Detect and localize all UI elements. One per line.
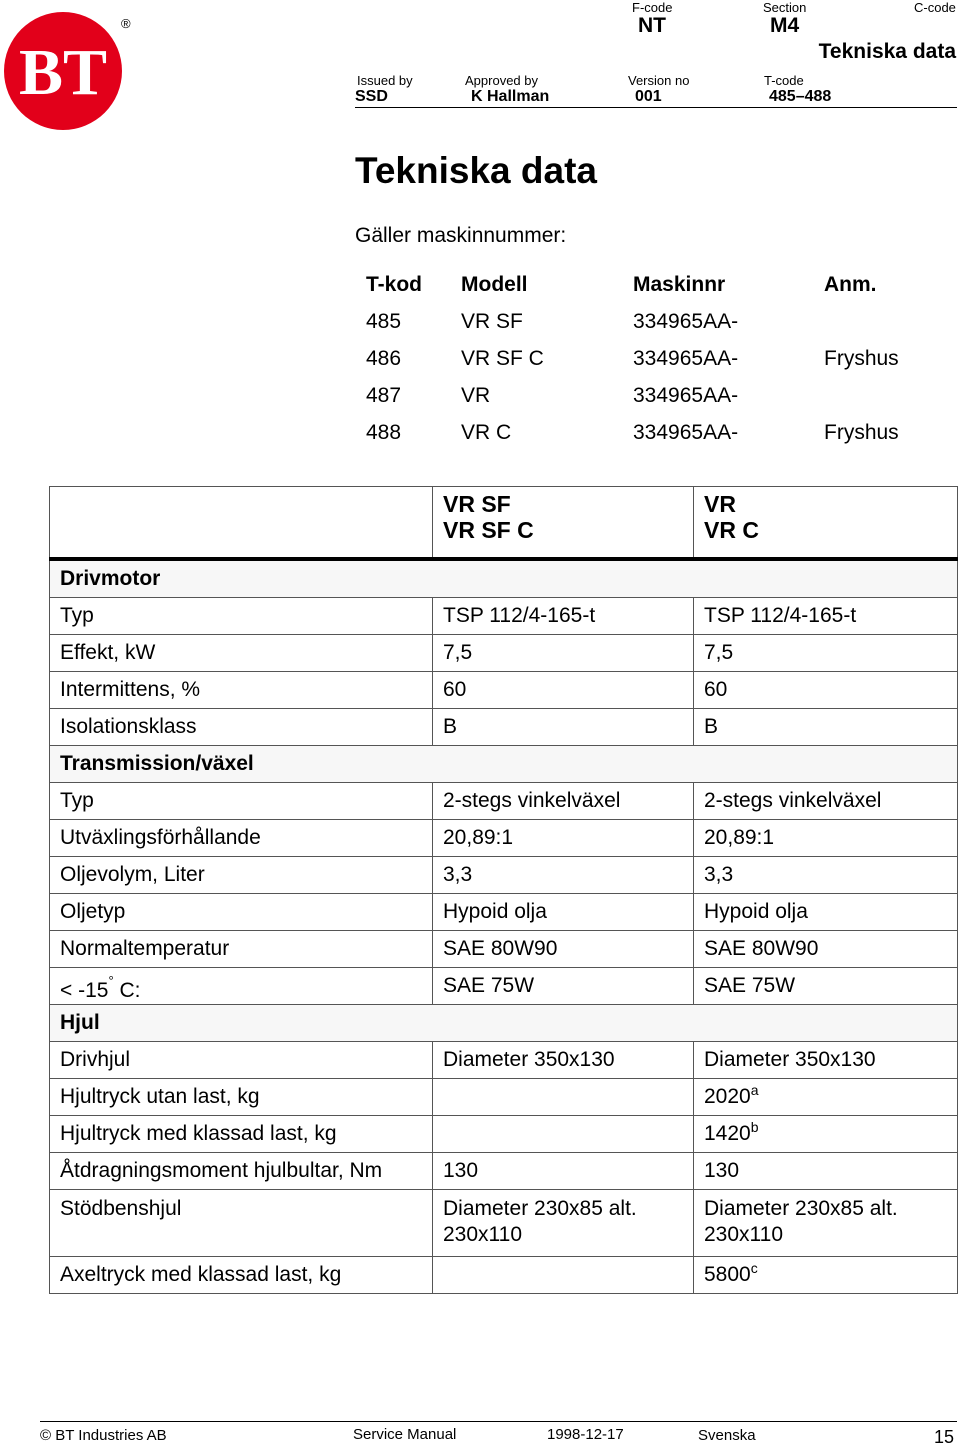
col-header-maskinnr: Maskinnr bbox=[633, 273, 726, 296]
machine-anm: Fryshus bbox=[824, 347, 899, 370]
table-row bbox=[50, 968, 958, 1005]
applies-to-label: Gäller maskinnummer: bbox=[355, 224, 567, 247]
row-col2: Hypoid olja bbox=[433, 894, 694, 931]
row-label: Typ bbox=[50, 598, 433, 635]
machine-tkod: 485 bbox=[366, 310, 402, 333]
row-col3: Diameter 350x130 bbox=[694, 1042, 958, 1079]
tcode-value: 485–488 bbox=[769, 88, 832, 105]
machine-modell: VR bbox=[461, 384, 491, 407]
value-line-1: Diameter 230x85 alt. bbox=[704, 1197, 898, 1220]
value: 1420 bbox=[704, 1122, 751, 1145]
degree-sign: ° bbox=[108, 973, 114, 988]
table-row bbox=[50, 635, 958, 672]
table-row bbox=[50, 783, 958, 820]
row-label bbox=[50, 968, 433, 1005]
section-title: Transmission/växel bbox=[50, 746, 958, 783]
machine-modell: VR SF C bbox=[461, 347, 544, 370]
row-label: Typ bbox=[50, 783, 433, 820]
row-col2 bbox=[433, 1116, 694, 1153]
row-col3: B bbox=[694, 709, 958, 746]
row-col2 bbox=[433, 1257, 694, 1294]
col-header-tkod: T-kod bbox=[366, 273, 422, 296]
spec-table bbox=[49, 486, 958, 1294]
row-col3 bbox=[694, 1079, 958, 1116]
table-row bbox=[50, 820, 958, 857]
value-line-2: 230x110 bbox=[443, 1223, 523, 1246]
row-col3 bbox=[694, 1257, 958, 1294]
row-col3: 20,89:1 bbox=[694, 820, 958, 857]
machine-tkod: 487 bbox=[366, 384, 402, 407]
machine-maskinnr: 334965AA- bbox=[633, 310, 739, 333]
ccode-label: C-code bbox=[914, 0, 956, 15]
footer-date: 1998-12-17 bbox=[547, 1426, 624, 1443]
footer-copyright: © BT Industries AB bbox=[40, 1427, 167, 1444]
row-label: Effekt, kW bbox=[50, 635, 433, 672]
row-col3: 130 bbox=[694, 1153, 958, 1190]
row-label: Stödbenshjul bbox=[50, 1190, 433, 1257]
spec-header-empty bbox=[50, 487, 433, 560]
issued-value: SSD bbox=[355, 88, 388, 105]
spec-header-col2 bbox=[433, 487, 694, 560]
row-label: Drivhjul bbox=[50, 1042, 433, 1079]
row-col3: TSP 112/4-165-t bbox=[694, 598, 958, 635]
row-col3: 2-stegs vinkelväxel bbox=[694, 783, 958, 820]
row-col3: SAE 80W90 bbox=[694, 931, 958, 968]
footer-language: Svenska bbox=[698, 1427, 756, 1444]
footer-document: Service Manual bbox=[353, 1426, 457, 1443]
row-col2: 2-stegs vinkelväxel bbox=[433, 783, 694, 820]
table-row bbox=[50, 857, 958, 894]
value-line-2: 230x110 bbox=[704, 1223, 784, 1246]
table-row bbox=[50, 709, 958, 746]
row-col2: 7,5 bbox=[433, 635, 694, 672]
header-divider bbox=[355, 107, 957, 108]
row-label: Oljetyp bbox=[50, 894, 433, 931]
spec-header-col3 bbox=[694, 487, 958, 560]
value: 5800 bbox=[704, 1263, 751, 1286]
machine-maskinnr: 334965AA- bbox=[633, 347, 739, 370]
table-row bbox=[50, 1257, 958, 1294]
section-label: Section bbox=[763, 0, 807, 15]
cold-label-prefix: < -15 bbox=[60, 979, 109, 1002]
machine-anm: Fryshus bbox=[824, 421, 899, 444]
tcode-label: T-code bbox=[764, 73, 804, 88]
table-row bbox=[50, 1079, 958, 1116]
row-label: Åtdragningsmoment hjulbultar, Nm bbox=[50, 1153, 433, 1190]
row-col3: SAE 75W bbox=[694, 968, 958, 1005]
row-col2: 3,3 bbox=[433, 857, 694, 894]
section-row-transmission bbox=[50, 746, 958, 783]
col3-model-1: VR bbox=[704, 491, 736, 517]
machine-maskinnr: 334965AA- bbox=[633, 384, 739, 407]
col2-model-1: VR SF bbox=[443, 491, 511, 517]
value-line-1: Diameter 230x85 alt. bbox=[443, 1197, 637, 1220]
footnote-marker: c bbox=[750, 1260, 758, 1276]
row-col2: 60 bbox=[433, 672, 694, 709]
version-label: Version no bbox=[628, 73, 690, 88]
row-col3 bbox=[694, 1190, 958, 1257]
approved-label: Approved by bbox=[465, 73, 538, 88]
col-header-anm: Anm. bbox=[824, 273, 877, 296]
row-label: Axeltryck med klassad last, kg bbox=[50, 1257, 433, 1294]
table-row bbox=[50, 894, 958, 931]
version-value: 001 bbox=[635, 88, 662, 105]
fcode-label: F-code bbox=[632, 0, 673, 15]
section-title: Hjul bbox=[50, 1005, 958, 1042]
logo-text: BT bbox=[18, 36, 108, 109]
machine-modell: VR C bbox=[461, 421, 512, 444]
table-row bbox=[50, 1190, 958, 1257]
machine-tkod: 486 bbox=[366, 347, 402, 370]
row-col2 bbox=[433, 1190, 694, 1257]
row-col2: SAE 75W bbox=[433, 968, 694, 1005]
row-col3: 60 bbox=[694, 672, 958, 709]
cold-label-suffix: C: bbox=[113, 979, 141, 1002]
col3-model-2: VR C bbox=[704, 517, 759, 543]
table-row bbox=[50, 1042, 958, 1079]
issued-label: Issued by bbox=[357, 73, 413, 88]
row-col3 bbox=[694, 1116, 958, 1153]
row-col2: 130 bbox=[433, 1153, 694, 1190]
page-title: Tekniska data bbox=[355, 150, 597, 191]
row-col2: SAE 80W90 bbox=[433, 931, 694, 968]
ccode-value: Tekniska data bbox=[818, 40, 956, 63]
section-row-drivmotor bbox=[50, 559, 958, 598]
section-row-hjul bbox=[50, 1005, 958, 1042]
table-row bbox=[50, 1116, 958, 1153]
table-row bbox=[50, 1153, 958, 1190]
footer-divider bbox=[40, 1421, 957, 1422]
bt-logo bbox=[4, 12, 122, 130]
row-label: Utväxlingsförhållande bbox=[50, 820, 433, 857]
machine-modell: VR SF bbox=[461, 310, 523, 333]
row-col3: 3,3 bbox=[694, 857, 958, 894]
row-label: Isolationsklass bbox=[50, 709, 433, 746]
fcode-value: NT bbox=[638, 14, 666, 37]
value: 2020 bbox=[704, 1085, 751, 1108]
table-row bbox=[50, 672, 958, 709]
row-label: Intermittens, % bbox=[50, 672, 433, 709]
footnote-marker: a bbox=[750, 1082, 759, 1098]
section-value: M4 bbox=[770, 14, 800, 37]
page-number: 15 bbox=[934, 1427, 955, 1447]
approved-value: K Hallman bbox=[471, 88, 550, 105]
col-header-modell: Modell bbox=[461, 273, 528, 296]
registered-mark: ® bbox=[121, 16, 131, 31]
spec-header-row bbox=[50, 487, 958, 560]
table-row bbox=[50, 931, 958, 968]
row-col2: TSP 112/4-165-t bbox=[433, 598, 694, 635]
footnote-marker: b bbox=[750, 1119, 759, 1135]
row-col2: Diameter 350x130 bbox=[433, 1042, 694, 1079]
row-label: Hjultryck med klassad last, kg bbox=[50, 1116, 433, 1153]
row-label: Oljevolym, Liter bbox=[50, 857, 433, 894]
machine-tkod: 488 bbox=[366, 421, 402, 444]
row-col2: B bbox=[433, 709, 694, 746]
row-col2 bbox=[433, 1079, 694, 1116]
row-col2: 20,89:1 bbox=[433, 820, 694, 857]
row-label: Hjultryck utan last, kg bbox=[50, 1079, 433, 1116]
row-label: Normaltemperatur bbox=[50, 931, 433, 968]
machine-maskinnr: 334965AA- bbox=[633, 421, 739, 444]
row-col3: Hypoid olja bbox=[694, 894, 958, 931]
section-title: Drivmotor bbox=[50, 559, 958, 598]
table-row bbox=[50, 598, 958, 635]
row-col3: 7,5 bbox=[694, 635, 958, 672]
col2-model-2: VR SF C bbox=[443, 517, 534, 543]
